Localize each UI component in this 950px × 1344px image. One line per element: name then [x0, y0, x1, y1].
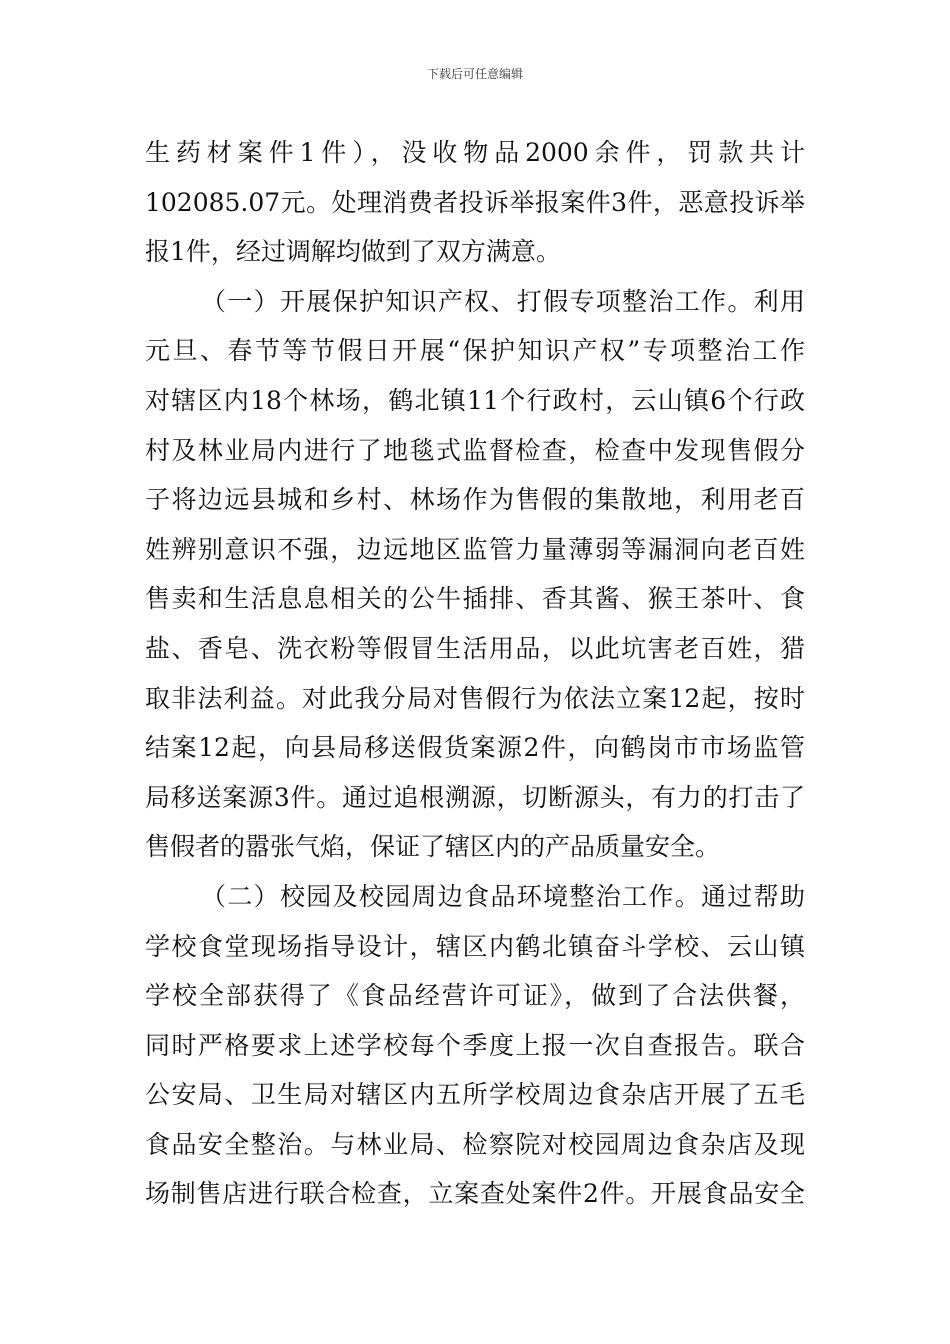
section-heading-line: （二）校园及校园周边食品环境整治工作。通过帮助: [201, 881, 805, 911]
text-line: 102085.07元。处理消费者投诉举报案件3件，恶意投诉举: [145, 187, 805, 217]
text-line: 取非法利益。对此我分局对售假行为依法立案12起，按时: [145, 683, 805, 713]
text-line: 公安局、卫生局对辖区内五所学校周边食杂店开展了五毛: [145, 1080, 805, 1110]
text-line: 学校全部获得了《食品经营许可证》，做到了合法供餐，: [145, 981, 805, 1011]
text-line: 盐、香皂、洗衣粉等假冒生活用品，以此坑害老百姓，猎: [145, 633, 805, 663]
text-line: 子将边远县城和乡村、林场作为售假的集散地，利用老百: [145, 485, 805, 515]
text-line: 村及林业局内进行了地毯式监督检查，检查中发现售假分: [145, 435, 805, 465]
text-line: 食品安全整治。与林业局、检察院对校园周边食杂店及现: [145, 1129, 805, 1159]
text-line: 场制售店进行联合检查，立案查处案件2件。开展食品安全: [145, 1179, 805, 1209]
text-line: 元旦、春节等节假日开展“保护知识产权”专项整治工作: [145, 336, 805, 366]
text-line: 售假者的嚣张气焰，保证了辖区内的产品质量安全。: [145, 832, 721, 862]
section-heading-line: （一）开展保护知识产权、打假专项整治工作。利用: [201, 286, 805, 316]
text-line: 同时严格要求上述学校每个季度上报一次自查报告。联合: [145, 1030, 805, 1060]
page-header: 下载后可任意编辑: [426, 67, 523, 81]
text-line: 结案12起，向县局移送假货案源2件，向鹤岗市市场监管: [145, 733, 805, 763]
text-line: 生药材案件1件），没收物品2000余件，罚款共计: [145, 138, 805, 167]
document-body: [145, 128, 805, 1219]
text-line: 学校食堂现场指导设计，辖区内鹤北镇奋斗学校、云山镇: [145, 931, 805, 961]
text-line: 局移送案源3件。通过追根溯源，切断源头，有力的打击了: [145, 782, 805, 812]
text-line: 报1件，经过调解均做到了双方满意。: [145, 237, 561, 267]
text-line: 姓辨别意识不强，边远地区监管力量薄弱等漏洞向老百姓: [145, 534, 805, 564]
text-line: 售卖和生活息息相关的公牛插排、香其酱、猴王茶叶、食: [145, 584, 805, 614]
text-line: 对辖区内18个林场，鹤北镇11个行政村，云山镇6个行政: [145, 385, 805, 415]
